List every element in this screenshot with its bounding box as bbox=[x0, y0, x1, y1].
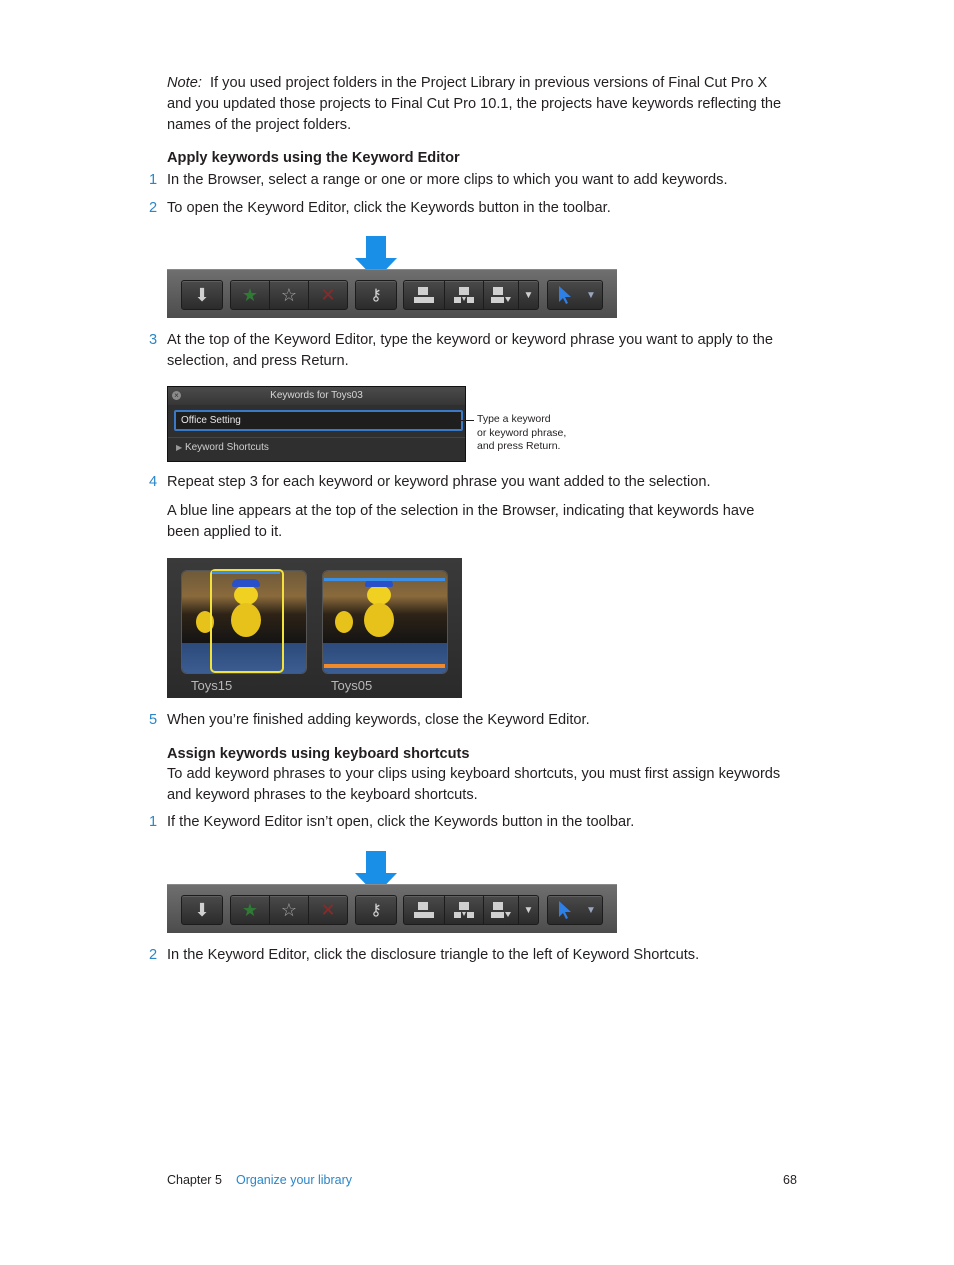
toolbar bbox=[167, 884, 617, 933]
step-text: Repeat step 3 for each keyword or keyword phrase you want added to the selection. bbox=[167, 474, 711, 490]
range-selection[interactable] bbox=[210, 569, 284, 673]
append-clip-icon[interactable] bbox=[484, 281, 518, 309]
append-clip-icon[interactable] bbox=[484, 896, 518, 924]
keyword-input[interactable]: Office Setting bbox=[174, 410, 463, 431]
callout-line-text: or keyword phrase, bbox=[477, 426, 567, 439]
close-icon[interactable]: × bbox=[172, 391, 181, 400]
chevron-down-icon: ▼ bbox=[586, 904, 596, 916]
rating-button-group bbox=[230, 895, 348, 925]
footer-chapter: Chapter 5 bbox=[167, 1173, 222, 1187]
clip-name: Toys15 bbox=[191, 678, 233, 693]
keyword-editor-title: Keywords for Toys03 bbox=[168, 387, 465, 405]
step-text-line: selection, and press Return. bbox=[167, 353, 349, 369]
keyword-indicator-line bbox=[324, 578, 445, 581]
edit-button-group bbox=[403, 895, 539, 925]
step-number: 1 bbox=[149, 814, 158, 830]
step-text: In the Keyword Editor, click the disclosure triangle to the left of Keyword Shortcuts. bbox=[167, 947, 700, 963]
insert-clip-icon[interactable] bbox=[445, 281, 483, 309]
keywords-button[interactable] bbox=[355, 280, 397, 310]
favorite-star-icon[interactable]: ★ bbox=[241, 284, 259, 305]
select-tool-button[interactable] bbox=[547, 280, 603, 310]
note-line-3: names of the project folders. bbox=[167, 117, 352, 133]
step-number: 1 bbox=[149, 172, 158, 188]
note-label: Note: bbox=[167, 75, 202, 91]
callout-line-text: and press Return. bbox=[477, 440, 561, 452]
audio-waveform bbox=[323, 643, 447, 673]
keywords-button[interactable] bbox=[355, 895, 397, 925]
step-text: In the Browser, select a range or one or more clips to which you want to add keywords. bbox=[167, 172, 728, 188]
step-number: 5 bbox=[149, 712, 158, 728]
chevron-down-icon[interactable]: ▼ bbox=[523, 289, 534, 301]
keyword-shortcuts-disclosure[interactable] bbox=[176, 442, 269, 453]
import-button[interactable] bbox=[181, 280, 223, 310]
paragraph bbox=[167, 501, 797, 543]
note-line-1: If you used project folders in the Project Library in previous versions of Final Cut Pro X bbox=[210, 75, 768, 91]
step-number: 2 bbox=[149, 947, 158, 963]
toolbar bbox=[167, 269, 617, 318]
clip-image bbox=[323, 571, 447, 643]
favorite-star-icon[interactable]: ★ bbox=[241, 899, 259, 920]
import-button[interactable] bbox=[181, 895, 223, 925]
clip-name: Toys05 bbox=[331, 678, 373, 693]
browser-panel bbox=[167, 558, 462, 698]
page-number: 68 bbox=[783, 1173, 797, 1187]
disclosure-triangle-icon[interactable]: ▶ bbox=[176, 443, 183, 452]
rating-button-group bbox=[230, 280, 348, 310]
arrow-cursor-icon bbox=[548, 896, 582, 924]
step-text bbox=[167, 330, 797, 372]
divider bbox=[168, 437, 465, 438]
key-icon: ⚷ bbox=[370, 287, 382, 304]
key-icon: ⚷ bbox=[370, 902, 382, 919]
keyword-shortcuts-label: Keyword Shortcuts bbox=[184, 442, 269, 453]
reject-icon[interactable]: ✕ bbox=[320, 899, 336, 920]
callout-line bbox=[456, 420, 474, 421]
unrate-star-icon[interactable]: ☆ bbox=[280, 899, 298, 920]
paragraph-line: and keyword phrases to the keyboard shortcuts. bbox=[167, 787, 478, 803]
keyword-editor-window bbox=[167, 386, 466, 462]
keyword-indicator-line bbox=[212, 571, 280, 574]
step-number: 2 bbox=[149, 200, 158, 216]
reject-icon[interactable]: ✕ bbox=[320, 284, 336, 305]
footer-chapter-link[interactable]: Organize your library bbox=[236, 1173, 353, 1187]
paragraph-line: A blue line appears at the top of the selection in the Browser, indicating that keywords have bbox=[167, 503, 755, 519]
section-heading-keyboard-shortcuts: Assign keywords using keyboard shortcuts bbox=[167, 746, 470, 762]
step-text-line: At the top of the Keyword Editor, type the keyword or keyword phrase you want to apply to the bbox=[167, 332, 773, 348]
arrow-cursor-icon bbox=[548, 281, 582, 309]
paragraph bbox=[167, 764, 797, 806]
edit-button-group bbox=[403, 280, 539, 310]
chevron-down-icon[interactable]: ▼ bbox=[523, 904, 534, 916]
step-number: 4 bbox=[149, 474, 158, 490]
step-text: If the Keyword Editor isn’t open, click the Keywords button in the toolbar. bbox=[167, 814, 635, 830]
connect-clip-icon[interactable] bbox=[404, 281, 444, 309]
callout-line-text: Type a keyword bbox=[477, 413, 551, 425]
paragraph-line: been applied to it. bbox=[167, 524, 283, 540]
step-text: To open the Keyword Editor, click the Keywords button in the toolbar. bbox=[167, 200, 611, 216]
import-icon: ⬇ bbox=[194, 899, 210, 920]
optimized-media-bar bbox=[324, 664, 445, 668]
chevron-down-icon: ▼ bbox=[586, 289, 596, 301]
insert-clip-icon[interactable] bbox=[445, 896, 483, 924]
clip-thumbnail[interactable] bbox=[322, 570, 448, 674]
note-paragraph bbox=[167, 73, 807, 136]
step-text: When you’re finished adding keywords, close the Keyword Editor. bbox=[167, 712, 590, 728]
note-line-2: and you updated those projects to Final Cut Pro 10.1, the projects have keywords reflecting the bbox=[167, 96, 782, 112]
import-icon: ⬇ bbox=[194, 284, 210, 305]
section-heading-keyword-editor: Apply keywords using the Keyword Editor bbox=[167, 150, 460, 166]
keyword-callout bbox=[477, 413, 566, 454]
unrate-star-icon[interactable]: ☆ bbox=[280, 284, 298, 305]
paragraph-line: To add keyword phrases to your clips using keyboard shortcuts, you must first assign keywords bbox=[167, 766, 781, 782]
step-number: 3 bbox=[149, 332, 158, 348]
connect-clip-icon[interactable] bbox=[404, 896, 444, 924]
select-tool-button[interactable] bbox=[547, 895, 603, 925]
